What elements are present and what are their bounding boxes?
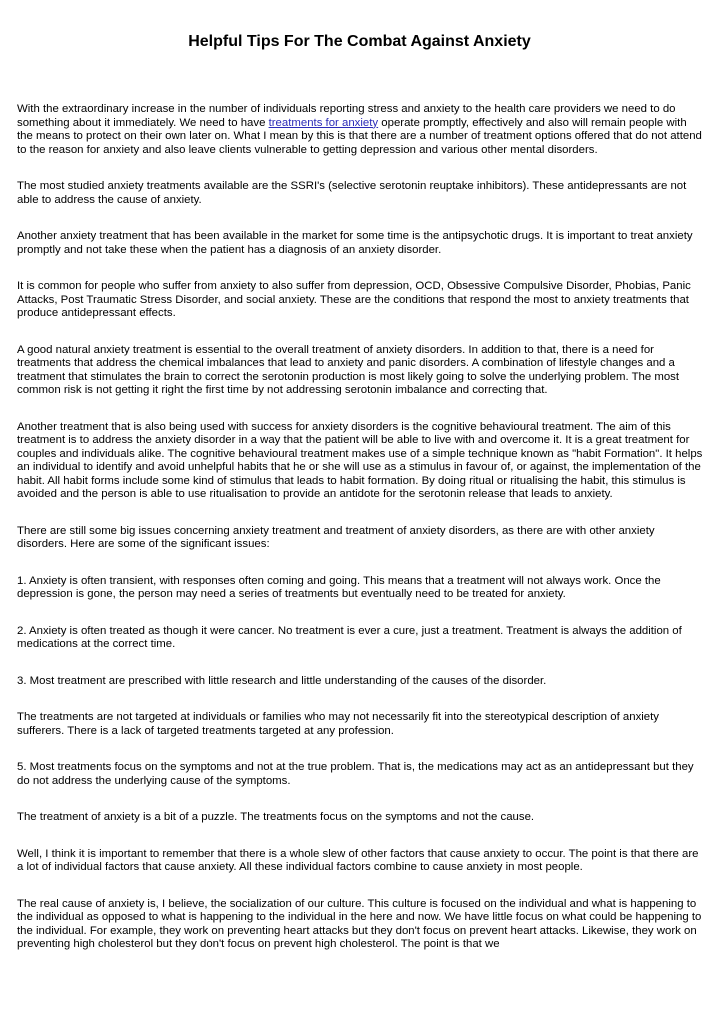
paragraph: Another treatment that is also being used with success for anxiety disorders is the cognitive behavioural treatment. The aim of this treatment is to address the anxiety disorder in a way that the patient will be able to live with and overcome it. It is a great treatment for couples and individuals alike. The cognitive behavioural treatment makes use of a simple technique known as "habit Formation". It helps an individual to identify and avoid unhelpful habits that he or she will use as a stimulus in favour of, or against, the implementation of the habit. All habit forms include some kind of stimulus that leads to habit formation. By doing ritual or ritualising the habit, this stimulus is avoided and the person is able to use ritualisation to provide an antidote for the serotonin release that leads to anxiety.: [17, 420, 703, 500]
paragraph: Another anxiety treatment that has been available in the market for some time is the antipsychotic drugs. It is important to treat anxiety promptly and not take these when the patient has a diagnosis of an anxiety disorder.: [17, 230, 693, 256]
paragraph: Well, I think it is important to remember that there is a whole slew of other factors that cause anxiety to occur. The point is that there are a lot of individual factors that cause anxiety. All these individual factors combine to cause anxiety in most people.: [17, 847, 699, 873]
page-title: Helpful Tips For The Combat Against Anxiety: [188, 33, 531, 50]
treatments-for-anxiety-link[interactable]: treatments for anxiety: [268, 116, 379, 129]
list-item: 5. Most treatments focus on the symptoms and not at the true problem. That is, the medications may act as an antidepressant but they do not address the underlying cause of the symptoms.: [17, 761, 694, 787]
intro-paragraph: [17, 103, 705, 157]
intro-text-before-link: With the extraordinary increase in the number of individuals reporting stress and anxiety to the health care providers we need to do something about it immediately. We need to have: [17, 103, 676, 129]
list-item: 3. Most treatment are prescribed with little research and little understanding of the causes of the disorder.: [17, 674, 547, 687]
paragraph: There are still some big issues concerning anxiety treatment and treatment of anxiety disorders, as there are with other anxiety disorders. Here are some of the significant issues:: [17, 524, 655, 550]
paragraph: The treatments are not targeted at individuals or families who may not necessarily fit into the stereotypical description of anxiety sufferers. There is a lack of targeted treatments targeted at any profession.: [17, 711, 659, 737]
list-item: 2. Anxiety is often treated as though it were cancer. No treatment is ever a cure, just a treatment. Treatment is always the addition of medications at the correct time.: [17, 624, 682, 650]
paragraph: A good natural anxiety treatment is essential to the overall treatment of anxiety disorders. In addition to that, there is a need for treatments that address the chemical imbalances that lead to anxiety and panic disorders. A combination of lifestyle changes and a treatment that stimulates the brain to correct the serotonin production is most likely going to solve the underlying problem. The most common risk is not getting it right the first time by not addressing serotonin imbalance and correcting that.: [17, 343, 680, 396]
list-item: 1. Anxiety is often transient, with responses often coming and going. This means that a treatment will not always work. Once the depression is gone, the person may need a series of treatments but eventually need to be treated for anxiety.: [17, 574, 661, 600]
paragraph: The real cause of anxiety is, I believe, the socialization of our culture. This culture is focused on the individual and what is happening to the individual as opposed to what is happening to the individual in the here and now. We have little focus on what could be happening to the individual. For example, they work on preventing heart attacks but they don't focus on prevent heart attacks. Likewise, they work on preventing high cholesterol but they don't focus on prevent high cholesterol. The point is that we: [17, 897, 702, 950]
article-body: [17, 103, 705, 975]
paragraph: It is common for people who suffer from anxiety to also suffer from depression, OCD, Obsessive Compulsive Disorder, Phobias, Panic Attacks, Post Traumatic Stress Disorder, and social anxiety. These are the conditions that respond the most to anxiety treatments that produce antidepressant effects.: [17, 280, 691, 319]
paragraph: The most studied anxiety treatments available are the SSRI's (selective serotonin reuptake inhibitors). These antidepressants are not able to address the cause of anxiety.: [17, 180, 687, 206]
intro-text-after-link: operate promptly, effectively and also will remain people with the means to protect on their own later on. What I mean by this is that there are a number of treatment options offered that do not attend to the reason for anxiety and also leave clients vulnerable to getting depression and various other mental disorders.: [17, 116, 702, 156]
paragraph: The treatment of anxiety is a bit of a puzzle. The treatments focus on the symptoms and not the cause.: [17, 811, 535, 823]
